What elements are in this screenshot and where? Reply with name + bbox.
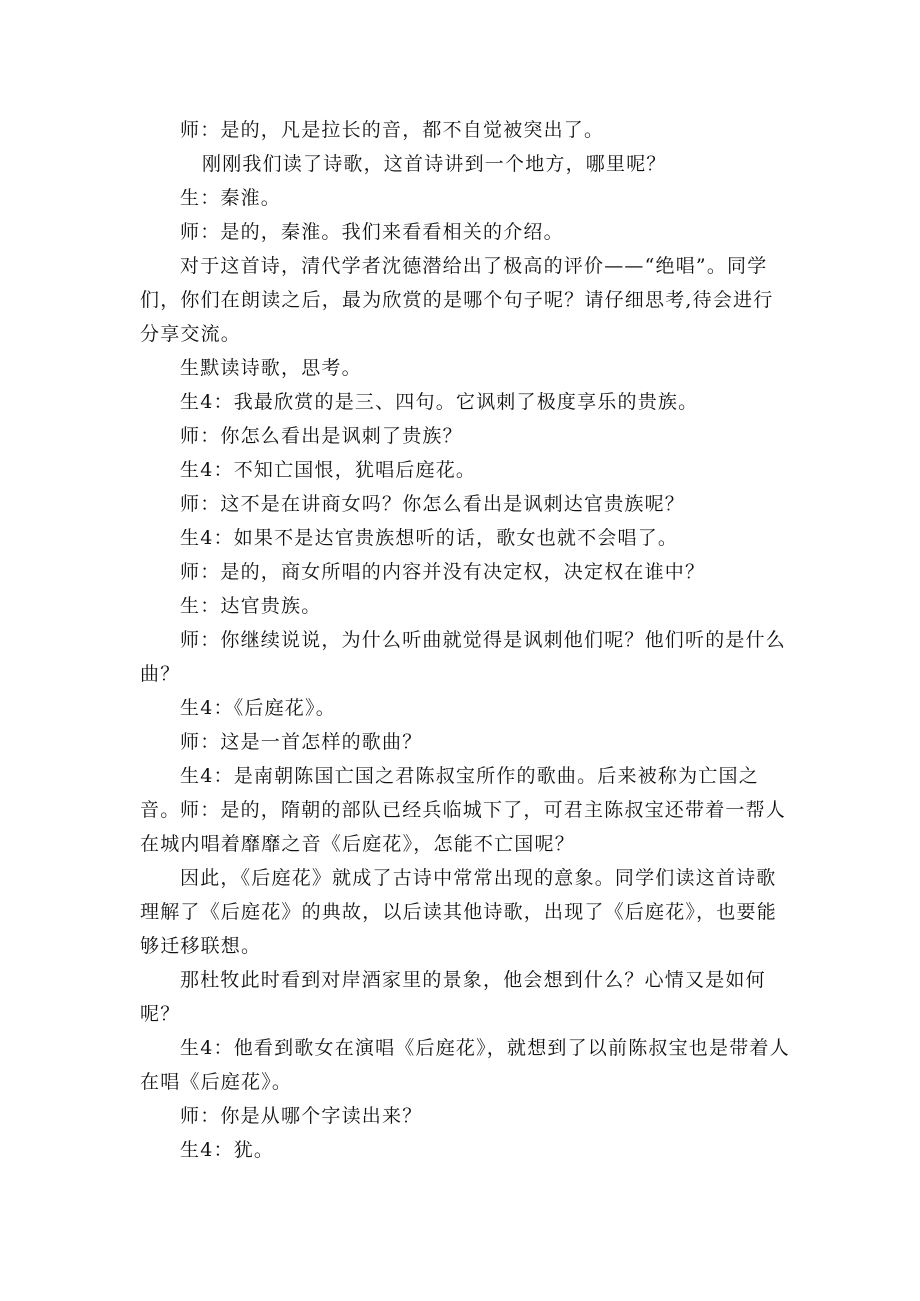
paragraph-6: 生默读诗歌，思考。	[180, 357, 362, 379]
paragraph-13: 生：达官贵族。	[180, 595, 322, 617]
paragraph-12: 师：是的，商女所唱的内容并没有决定权，决定权在谁中？	[180, 561, 706, 583]
paragraph-1: 师：是的，凡是拉长的音，都不自觉被突出了。	[180, 119, 605, 141]
paragraph-23: 生4：犹。	[180, 1139, 275, 1161]
paragraph-2: 刚刚我们读了诗歌，这首诗讲到一个地方，哪里呢？	[202, 153, 667, 175]
paragraph-16: 师：这是一首怎样的歌曲？	[180, 731, 423, 753]
paragraph-17: 生4：是南朝陈国亡国之君陈叔宝所作的歌曲。后来被称为亡国之音。	[140, 765, 759, 821]
paragraph-18: 师：是的，隋朝的部队已经兵临城下了，可君主陈叔宝还带着一帮人在城内唱着靡靡之音《后庭花》，怎能不亡国呢？	[140, 799, 787, 855]
paragraph-9: 生4：不知亡国恨，犹唱后庭花。	[180, 459, 477, 481]
paragraph-20: 那杜牧此时看到对岸酒家里的景象，他会想到什么？心情又是如何呢？	[140, 969, 766, 1025]
paragraph-4: 师：是的，秦淮。我们来看看相关的介绍。	[180, 221, 564, 243]
paragraph-10: 师：这不是在讲商女吗？你怎么看出是讽刺达官贵族呢？	[180, 493, 686, 515]
paragraph-14: 师：你继续说说，为什么听曲就觉得是讽刺他们呢？他们听的是什么曲？	[140, 629, 787, 685]
paragraph-21: 生4：他看到歌女在演唱《后庭花》，就想到了以前陈叔宝也是带着人在唱《后庭花》。	[140, 1037, 790, 1093]
paragraph-8: 师：你怎么看出是讽刺了贵族？	[180, 425, 463, 447]
paragraph-5: 对于这首诗，清代学者沈德潜给出了极高的评价——“绝唱”。同学们，你们在朗读之后，最为欣赏的是哪个句子呢？请仔细思考,待会进行分享交流。	[140, 255, 774, 345]
paragraph-15: 生4：《后庭花》。	[180, 697, 336, 719]
paragraph-7: 生4：我最欣赏的是三、四句。它讽刺了极度享乐的贵族。	[180, 391, 699, 413]
paragraph-11: 生4：如果不是达官贵族想听的话，歌女也就不会唱了。	[180, 527, 679, 549]
paragraph-3: 生：秦淮。	[180, 187, 282, 209]
paragraph-22: 师：你是从哪个字读出来？	[180, 1105, 423, 1127]
paragraph-19: 因此，《后庭花》就成了古诗中常常出现的意象。同学们读这首诗歌理解了《后庭花》的典故，以后读其他诗歌，出现了《后庭花》，也要能够迁移联想。	[140, 867, 777, 957]
